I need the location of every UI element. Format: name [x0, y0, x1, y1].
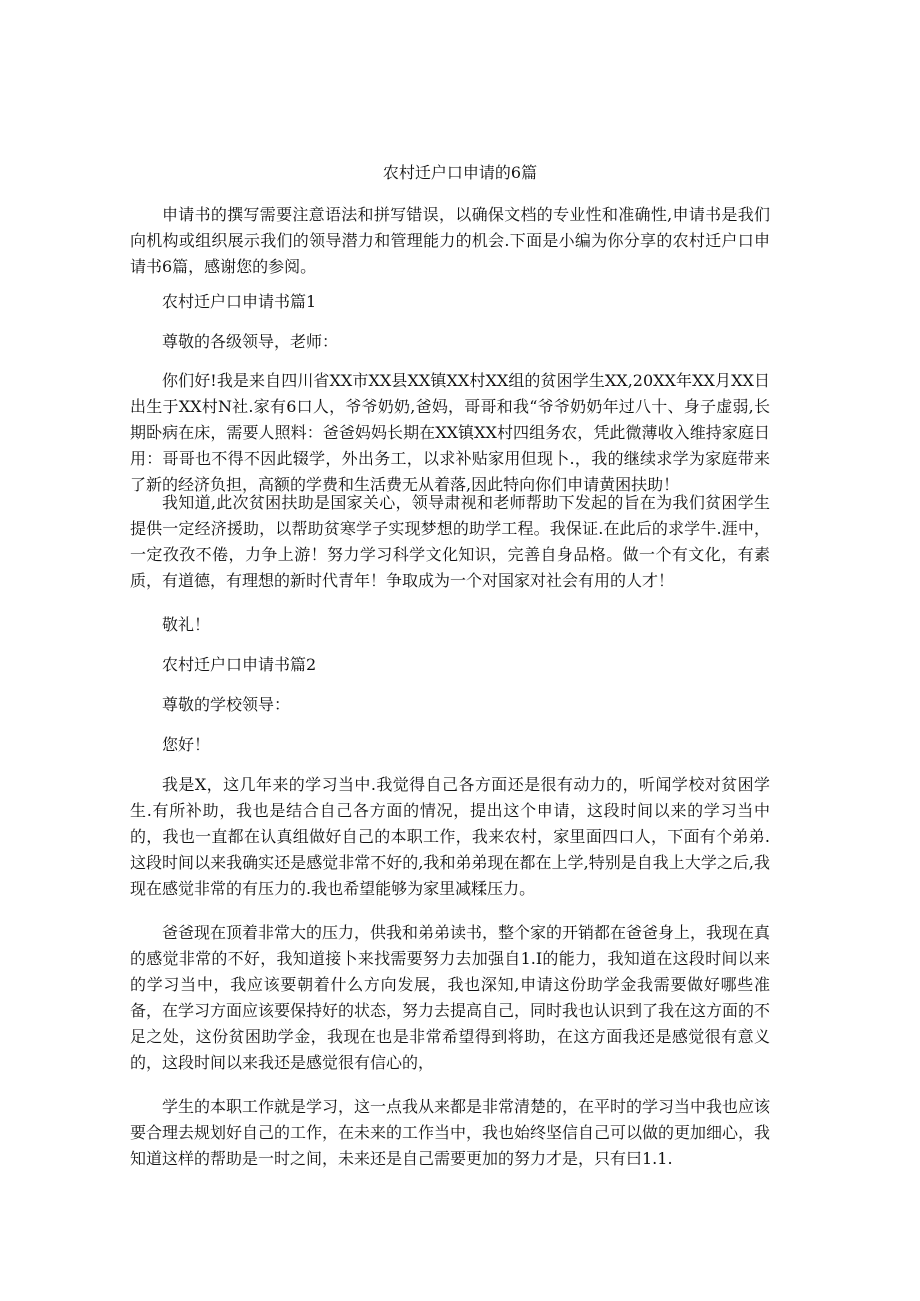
- section-heading-2: 农村迁户口申请书篇2: [162, 655, 317, 674]
- body-paragraph-1: 你们好!我是来自四川省XX市XX县XX镇XX村XX组的贫困学生XX,20XX年XX月XX日出生于XX村N社.家有6口人，爷爷奶奶,爸妈，哥哥和我“爷爷奶奶年过八十、身子虚弱,长期卧病在床，需要人照料：爸爸妈妈长期在XX镇XX村四组务农，凭此微薄收入维持家庭日用：哥哥也不得不因此辍学，外出务工，以求补贴家用但现卜.，我的继续求学为家庭带来了新的经济负担，高额的学费和生活费无从着落,因此特向你们申请黄困扶助！: [130, 371, 770, 494]
- section-heading-1: 农村迁户口申请书篇1: [162, 292, 317, 311]
- salutation-1: 尊敬的各级领导，老师：: [162, 332, 339, 351]
- intro-paragraph: 申请书的撰写需要注意语法和拼写错误，以确保文档的专业性和准确性,申请书是我们向机构或组织展示我们的领导潜力和管理能力的机会.下面是小编为你分享的农村迁户口申请书6篇，感谢您的参阅。: [130, 205, 770, 276]
- greeting-2: 您好！: [162, 735, 211, 754]
- body-paragraph-4: 爸爸现在顶着非常大的压力，供我和弟弟读书，整个家的开销都在爸爸身上，我现在真的感觉非常的不好，我知道接卜来找需要努力去加强自1.I的能力，我知道在这段时间以来的学习当中，我应该要朝着什么方向发展，我也深知,申请这份助学金我需要做好哪些准备，在学习方面应该要保持好的状态，努力去提高自己，同时我也认识到了我在这方面的不足之处，这份贫困助学金，我现在也是非常希望得到将助，在这方面我还是感觉很有意义的，这段时间以来我还是感觉很有信心的，: [130, 923, 771, 1072]
- document-title: 农村迁户口申请的6篇: [382, 163, 538, 182]
- salutation-2: 尊敬的学校领导：: [162, 695, 291, 714]
- closing-1: 敬礼！: [162, 615, 211, 634]
- body-paragraph-5: 学生的本职工作就是学习，这一点我从来都是非常清楚的，在平时的学习当中我也应该要合理去规划好自己的工作，在未来的工作当中，我也始终坚信自己可以做的更加细心，我知道这样的帮助是一时之间，未来还是自己需要更加的努力才是，只有曰1.1.: [130, 1097, 771, 1168]
- body-paragraph-3: 我是X，这几年来的学习当中.我觉得自己各方面还是很有动力的，听闻学校对贫困学生.有所补助，我也是结合自己各方面的情况，提出这个申请，这段时间以来的学习当中的，我也一直都在认真组做好自己的本职工作，我来农村，家里面四口人，下面有个弟弟.这段时间以来我确实还是感觉非常不好的,我和弟弟现在都在上学,特别是自我上大学之后,我现在感觉非常的有压力的.我也希望能够为家里减糅压力。: [130, 775, 770, 898]
- body-paragraph-2: 我知道,此次贫困扶助是国家关心，领导肃视和老师帮助下发起的旨在为我们贫困学生提供一定经济援助，以帮助贫寒学子实现梦想的助学工程。我保证.在此后的求学牛.涯中，一定孜孜不倦，力争上游！努力学习科学文化知识，完善自身品格。做一个有文化，有素质，有道德，有理想的新时代青年！争取成为一个对国家对社会有用的人才！: [130, 493, 770, 590]
